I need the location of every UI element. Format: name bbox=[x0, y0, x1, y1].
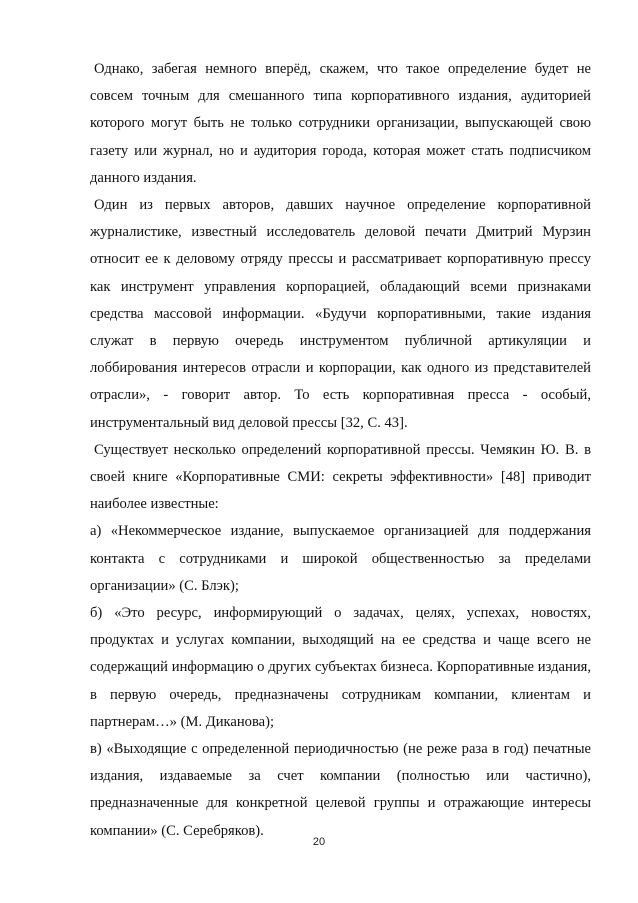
list-item-b: б) «Это ресурс, информирующий о задачах, целях, успехах, новостях, продуктах и услугах компании, выходящий на ее средства и чаще всего не содержащий информацию о других субъектах бизнеса. Корпоративные издания, в первую очередь, предназначены сотрудникам компании, клиентам и партнерам…» (М. Диканова); bbox=[90, 605, 591, 730]
list-item-a: а) «Некоммерческое издание, выпускаемое организацией для поддержания контакта с сотрудниками и широкой общественностью за пределами организации» (С. Блэк); bbox=[90, 523, 591, 594]
paragraph-intro: Однако, забегая немного вперёд, скажем, что такое определение будет не совсем точным для смешанного типа корпоративного издания, аудиторией которого могут быть не только сотрудники организации, выпускающей свою газету или журнал, но и аудитория города, которая может стать подписчиком данного издания. bbox=[90, 61, 591, 186]
paragraph-murzin: Один из первых авторов, давших научное определение корпоративной журналистике, известный исследователь деловой печати Дмитрий Мурзин относит ее к деловому отряду прессы и рассматривает корпоративную прессу как инструмент управления корпорацией, обладающий всеми признаками средства массовой информации. «Будучи корпоративными, такие издания служат в первую очередь инструментом публичной артикуляции и лоббирования интересов отрасли и корпорации, как одного из представителей отрасли», - говорит автор. То есть корпоративная пресса - особый, инструментальный вид деловой прессы [32, С. 43]. bbox=[90, 197, 591, 431]
list-item-c: в) «Выходящие с определенной периодичностью (не реже раза в год) печатные издания, издаваемые за счет компании (полностью или частично), предназначенные для конкретной целевой группы и отражающие интересы компании» (С. Серебряков). bbox=[90, 741, 591, 839]
paragraph-definitions-intro: Существует несколько определений корпоративной прессы. Чемякин Ю. В. в своей книге «Корпоративные СМИ: секреты эффективности» [48] приводит наиболее известные: bbox=[90, 441, 591, 513]
page-number: 20 bbox=[312, 836, 326, 848]
body-text bbox=[90, 56, 591, 845]
